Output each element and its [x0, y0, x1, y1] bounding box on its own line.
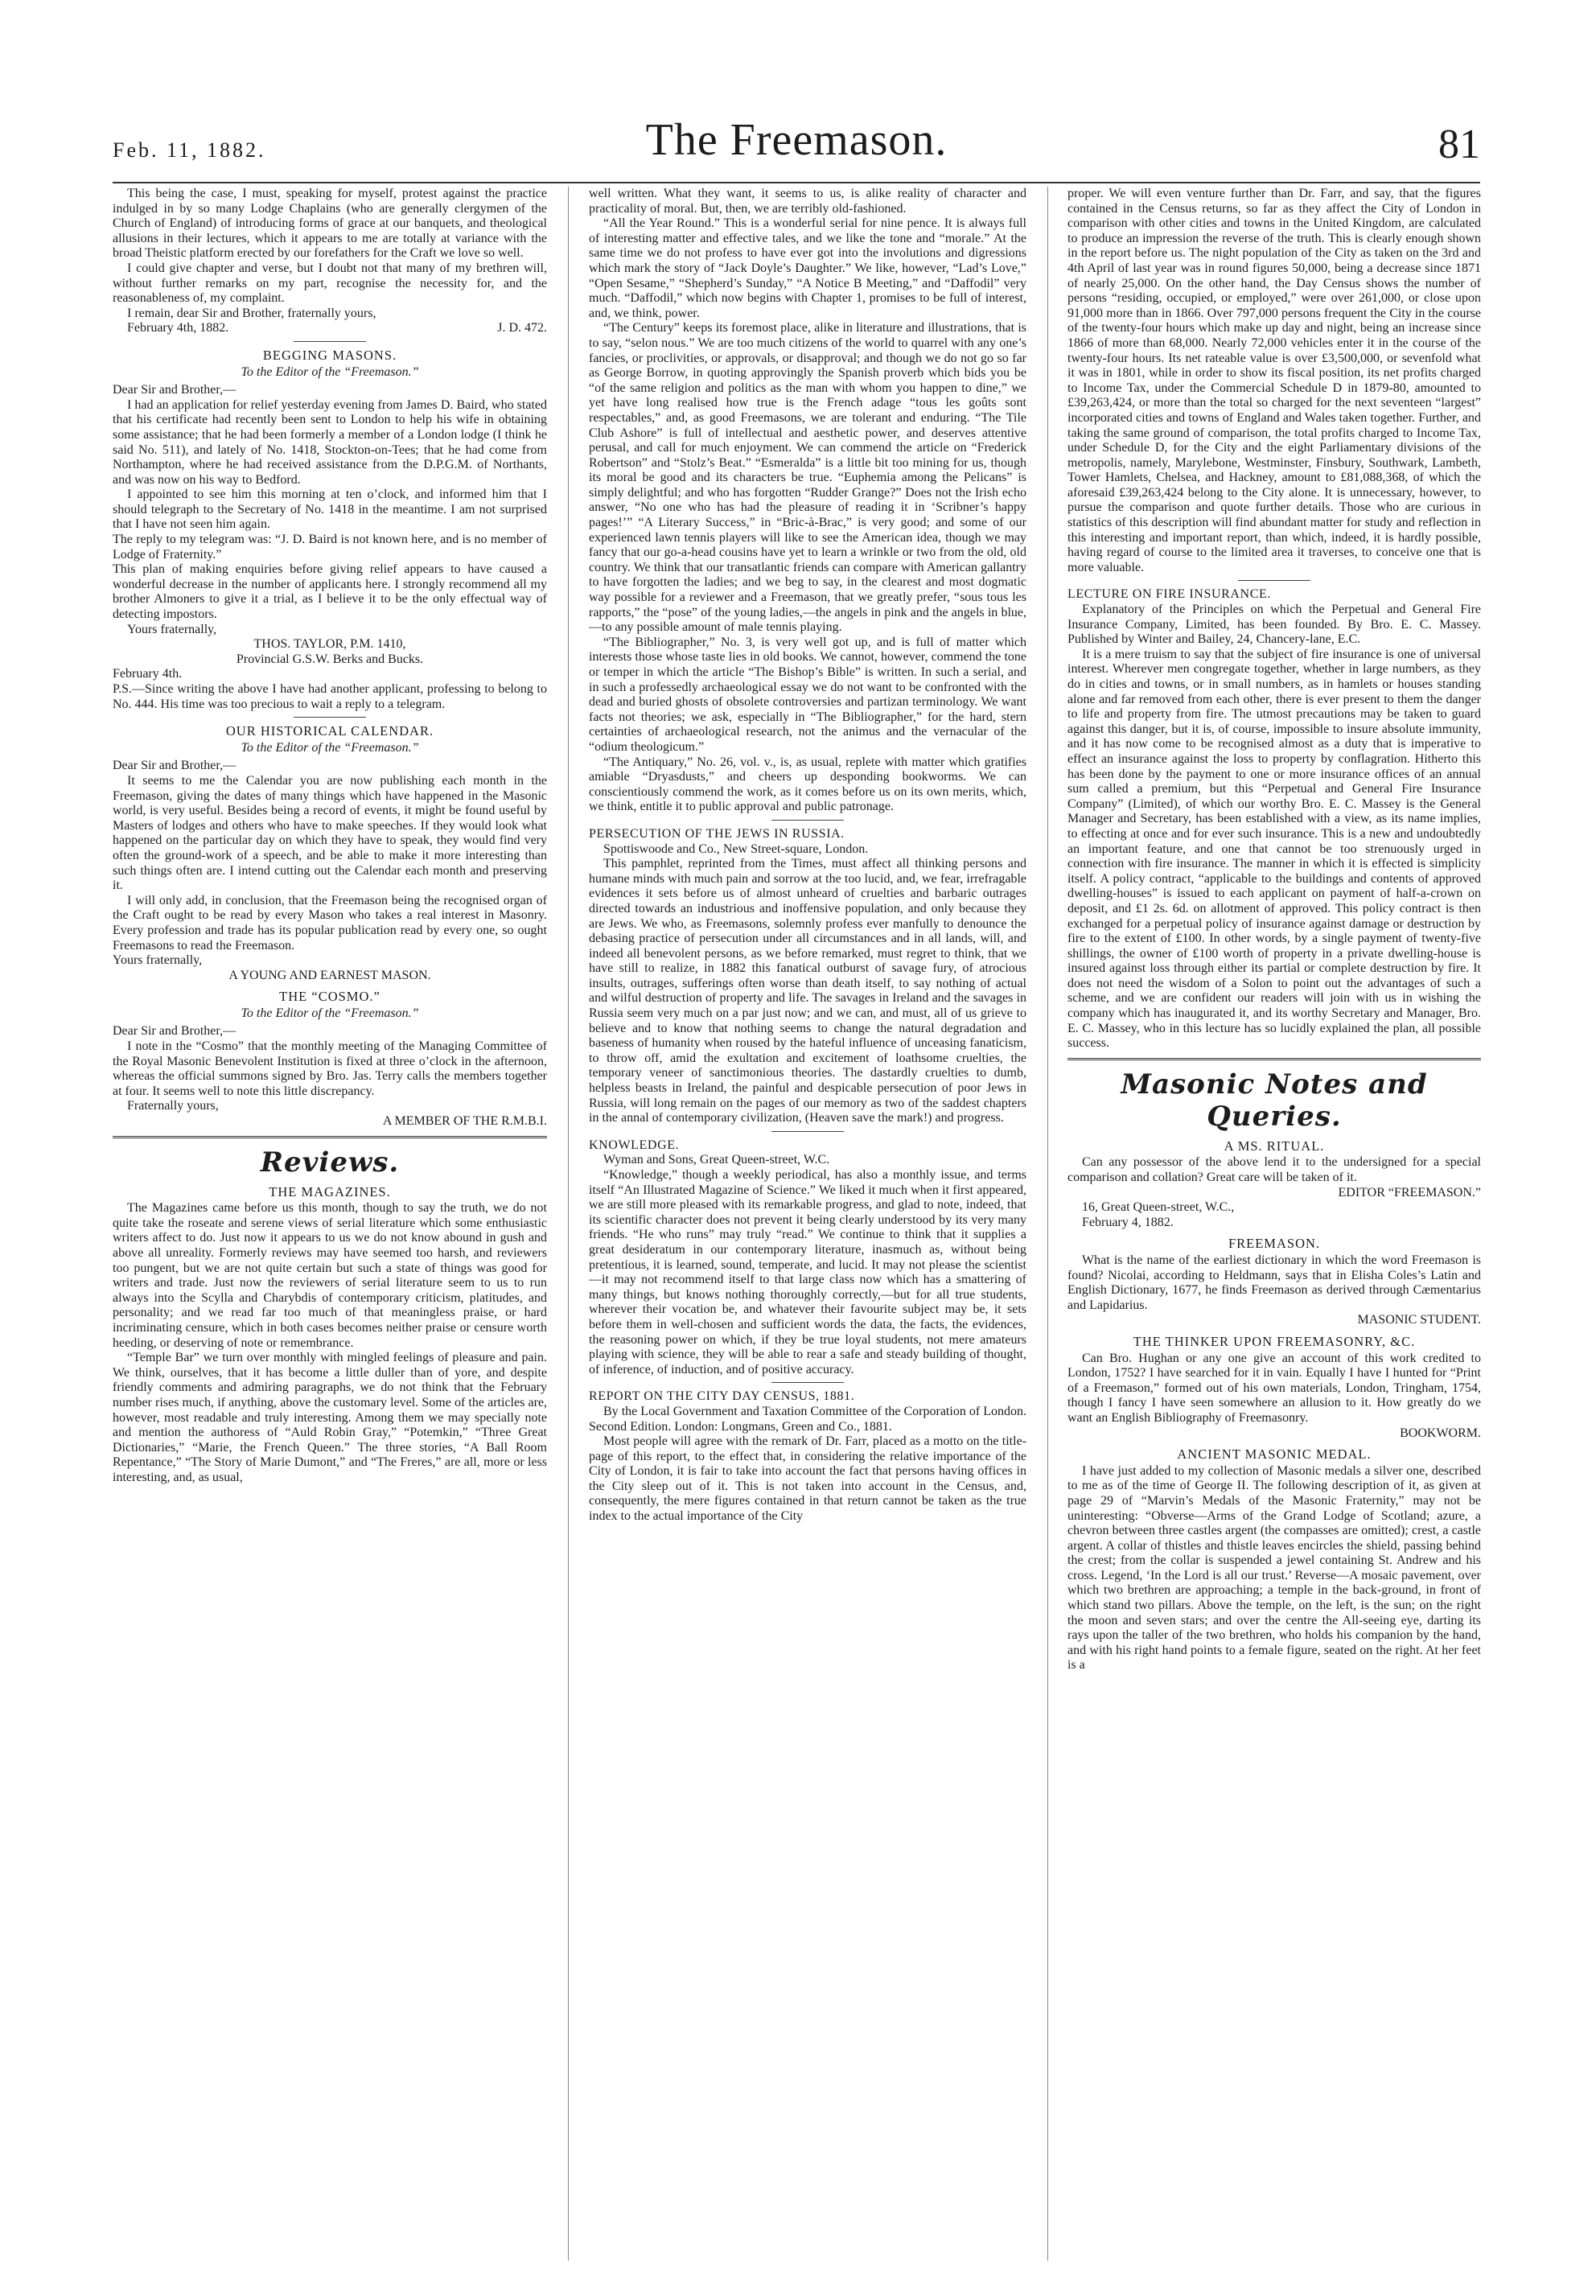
paragraph: I appointed to see him this morning at ten o’clock, and informed him that I should telegraph to the Secretary of No. 1418 in the meantime. I am not surprised that I have not seen him again.	[113, 488, 547, 532]
to-editor: To the Editor of the “Freemason.”	[241, 1006, 419, 1020]
section-heading: THE “COSMO.”	[279, 989, 380, 1005]
paragraph: Most people will agree with the remark of Dr. Farr, placed as a motto on the title-page of this report, to the effect that, in considering the relative importance of the City of London, it is fair to take into account the fact that persons having offices in the City sleep out of it. This is not taken into account in the Census, and, consequently, the mere figures contained in that return cannot be taken as the true index to the actual importance of the City	[589, 1434, 1026, 1524]
divider	[1238, 580, 1310, 581]
column-2	[589, 187, 1026, 2278]
paragraph: I had an application for relief yesterday evening from James D. Baird, who stated that his certificate had recently been sent to London to help his wife in obtaining some assistance; that he had been formerly a member of a London lodge (I think he said No. 511), and lately of No. 1418, Stockton-on-Tees; that he had come from Northampton, where he had received assistance from the D.P.G.M. of Northants, and was now on his way to Bedford.	[113, 397, 547, 487]
closing: Fraternally yours,	[127, 1099, 219, 1113]
paragraph: well written. What they want, it seems to us, is alike reality of character and practicality of moral. But, then, we are terribly old-fashioned.	[589, 187, 1026, 216]
paragraph: I have just added to my collection of Masonic medals a silver one, described to me as of the time of George II. The following description of it, as given at page 29 of “Marvin’s Medals of the Masonic Fraternity,” may not be uninteresting: “Obverse—Arms of the Grand Lodge of Scotland; azure, a chevron between three castles argent (the compasses are omitted); crest, a castle argent. A collar of thistles and thistle leaves encircles the shield, passing behind the crest; from the collar is suspended a jewel containing St. Andrew and his cross. Legend, ‘In the Lord is all our trust.’ Reverse—A mosaic pavement, over which two brethren are approaching; a temple in the back-ground, in front of which stand two pillars. Above the temple, on the left, is the sun; on the right the moon and seven stars; and over the centre the All-seeing eye, darting its rays upon the taller of the two brethren, who holds his companion by the hand, and with his right hand points to a female figure, seated on the right. At her feet is a	[1067, 1463, 1481, 1673]
section-heading: OUR HISTORICAL CALENDAR.	[225, 723, 434, 739]
signature: J. D. 472.	[497, 321, 547, 335]
publisher-line: Wyman and Sons, Great Queen-street, W.C.	[603, 1153, 830, 1167]
section-title-reviews: Reviews.	[260, 1146, 400, 1179]
section-heading: BEGGING MASONS.	[262, 347, 397, 363]
closing: Yours fraternally,	[127, 622, 217, 636]
signature: A YOUNG AND EARNEST MASON.	[228, 968, 431, 982]
divider	[294, 717, 366, 718]
paragraph: This being the case, I must, speaking for myself, protest against the practice indulged in by so many Lodge Chaplains (who are generally clergymen of the Church of England) of introducing forms of grace at our banquets, and theological allusions in their lectures, which it appears to me are totally at variance with the broad Theistic platform erected by our forefathers for the Craft we love so well.	[113, 187, 547, 261]
section-heading: A MS. RITUAL.	[1224, 1138, 1325, 1154]
paragraph: “All the Year Round.” This is a wonderful serial for nine pence. It is always full of interesting matter and effective tales, and we like the tone and “morale.” At the same time we do not profess to have ever got into the involutions and digressions which mark the story of “Jack Doyle’s Daughter.” We like, however, “Lad’s Love,” “Open Sesame,” “Shepherd’s Sunday,” “A Notice B Meeting,” and “Daffodil” very much. “Daffodil,” which now begins with Chapter 1, promises to be full of interest, and, we think, power.	[589, 216, 1026, 320]
publisher-line: Spottiswoode and Co., New Street-square, London.	[603, 841, 869, 856]
paragraph: “The Antiquary,” No. 26, vol. v., is, as usual, replete with matter which gratifies amiable “Dryasdusts,” and cheers up desponding bookworms. We can conscientiously commend the work, as it comes before us on its own merits, which, we think, entitle it to public approval and public patronage.	[589, 755, 1026, 814]
section-heading: LECTURE ON FIRE INSURANCE.	[1067, 587, 1271, 602]
paragraph: What is the name of the earliest dictionary in which the word Freemason is found? Nicolai, according to Heldmann, says that in Elisha Coles’s Latin and English Dictionary, 1677, he finds Freemason as derived through Cæmentarius and Lapidarius.	[1067, 1253, 1481, 1312]
column-3	[1067, 187, 1481, 2278]
section-title-notes-queries: Masonic Notes and Queries.	[1121, 1068, 1428, 1133]
divider	[771, 1131, 844, 1132]
signature: THOS. TAYLOR, P.M. 1410,	[253, 637, 406, 652]
divider	[294, 341, 366, 342]
signature: A MEMBER OF THE R.M.B.I.	[382, 1114, 547, 1129]
section-heading: THE THINKER UPON FREEMASONRY, &C.	[1133, 1333, 1416, 1349]
closing: Yours fraternally,	[113, 953, 203, 968]
paragraph: “Knowledge,” though a weekly periodical, has also a monthly issue, and terms itself “An Illustrated Magazine of Science.” We liked it much when it first appeared, we are still more pleased with its remarkable progress, and glad to note, indeed, that its scientific character does not prevent it being clearly understood by its very many friends. “He who runs” may truly “read.” We continue to think that it supplies a great desideratum in our contemporary literature, inasmuch as, without being pretentious, it is learned, sound, temperate, and lucid. It may not please the scientist—it may not recommend itself to that large class now which has a smattering of many things, but knows nothing thoroughly correctly,—but for all true students, wherever their vocation be, and whatever their favourite subject may be, it sets before them in well-chosen and sufficient words the data, the facts, the evidences, the reasoning power on which, if they be true loyal students, not mere amateurs playing with science, they will be able to rear a safe and steady building of thought, of inference, of induction, and of positive accuracy.	[589, 1168, 1026, 1376]
signature-title: Provincial G.S.W. Berks and Bucks.	[236, 652, 424, 666]
letter-date: February 4, 1882.	[1082, 1215, 1174, 1229]
masthead	[113, 114, 1480, 187]
paragraph: The Magazines came before us this month, though to say the truth, we do not quite take the roseate and serene views of serial literature which some enthusiastic writers affect to do. Just now it appears to us we do not know abound in gush and above all unreality. Formerly reviews may have seemed too harsh, and reviewers too pungent, but we are not quite certain but such a state of things was good for writers and trade. Just now the reviewers of serial literature seem to us to run always into the Scylla and Charybdis of contemporary criticism, platitudes, and personality; and we read far too much of that meaningless praise, or hard incriminating censure, which in both cases becomes neither praise or censure worth heeding, or deserving of note or remembrance.	[113, 1201, 547, 1350]
paragraph: It seems to me the Calendar you are now publishing each month in the Freemason, giving the dates of many things which have happened in the Masonic world, is very useful. Besides being a record of events, it might be found useful by Masters of lodges and others who have to make speeches. If they would look what happened on the particular day on which they have to speak, they would find very often the ground-work of a speech, and be able to make it more interesting than such things often are. I intend cutting out the Calendar each month and preserving it.	[113, 773, 547, 893]
paragraph: I note in the “Cosmo” that the monthly meeting of the Managing Committee of the Royal Masonic Benevolent Institution is fixed at three o’clock in the afternoon, whereas the official summons signed by Bro. Jas. Terry calls the members together at four. It seems well to note this little discrepancy.	[113, 1039, 547, 1098]
paragraph: This plan of making enquiries before giving relief appears to have caused a wonderful decrease in the number of applicants here. I strongly recommend all my brother Almoners to give it a trial, as I believe it to be the only effectual way of detecting impostors.	[113, 562, 547, 622]
column-divider	[1047, 187, 1048, 2261]
paragraph: The reply to my telegram was: “J. D. Baird is not known here, and is no member of Lodge of Fraternity.”	[113, 533, 547, 562]
postscript: P.S.—Since writing the above I have had another applicant, professing to belong to No. 444. His time was too precious to wait a reply to a telegram.	[113, 682, 547, 711]
paragraph: I will only add, in conclusion, that the Freemason being the recognised organ of the Craft ought to be read by every Mason who takes a real interest in Masonry. Every profession and trade has its popular publication read by every one, so ought Freemasons to read the Freemason.	[113, 893, 547, 953]
paragraph: It is a mere truism to say that the subject of fire insurance is one of universal interest. Wherever men congregate together, whether in large numbers, as they do in cities and towns, or in small numbers, as in hamlets or houses standing alone and far removed from each other, there is ever present to them the danger to life and property from fire. The utmost precautions may be taken to guard against this danger, but it is, of course, impossible to insure absolute immunity, and it has now come to be recognised almost as a duty that is imperative to effect an insurance against the loss to property by conflagration. Hitherto this has been done by the payment to one or more insurance offices of an annual sum called a premium, but this “Perpetual and General Fire Insurance Company” (Limited), of which our worthy Bro. E. C. Massey is the General Manager and Secretary, has been established with a view, as its name implies, to effecting at once and for ever such insurance. This is a new and undoubtedly an important feature, and one that cannot be too strenuously urged in connection with fire insurance. The manner in which it is effected is simplicity itself. A policy contract, “applicable to the buildings and contents of approved dwelling-houses” is issued to each applicant on payment of half-a-crown on deposit, and £1 2s. 6d. on allotment of approved. This policy contract is then exchanged for a perpetual policy of insurance against damage or destruction by fire to the extent of £100. In other words, by a single payment of twenty-five shillings, the owner of £100 worth of property in a private dwelling-house is insured against loss through either its partial or complete destruction by fire. It does not need the wisdom of a Solon to point out the advantages of such a scheme, and we are confident our readers will join with us in wishing the company which has inaugurated it, and its worthy Secretary and Manager, Bro. E. C. Massey, who in this lecture has so lucidly explained the plan, all possible success.	[1067, 647, 1481, 1051]
section-heading: PERSECUTION OF THE JEWS IN RUSSIA.	[589, 826, 845, 841]
divider	[1067, 1058, 1481, 1060]
signature-line	[113, 321, 547, 336]
salutation: Dear Sir and Brother,—	[113, 383, 237, 397]
address: 16, Great Queen-street, W.C.,	[1082, 1200, 1235, 1215]
divider	[113, 1136, 547, 1138]
letter-date: February 4th, 1882.	[127, 321, 229, 335]
signature: EDITOR “FREEMASON.”	[1338, 1185, 1481, 1199]
paragraph: proper. We will even venture further than Dr. Farr, and say, that the figures contained in the Census returns, so far as they affect the City of London in comparison with other cities and towns in the United Kingdom, are calculated to produce an impression the reverse of the truth. This is clearly enough shown in the report before us. The night population of the City as taken on the 3rd and 4th April of last year was in round figures 50,000, being a decrease since 1871 of nearly 25,000. On the other hand, the Day Census shows the number of persons “residing, occupied, or employed,” were over 261,000, or close upon 91,000 more than in 1866. Over 797,000 persons frequent the City in the course of the twenty-four hours which make up day and night, being an increase since 1866 of more than 68,000. Nearly 72,000 vehicles enter it in the course of the twenty-four hours. Its net rateable value is over £3,500,000, or sevenfold what it was in 1801, while in order to show its fiscal position, its net profits charged to Income Tax, under the Commercial Schedule D in 1879-80, amounted to £39,263,424, or more than the total so charged for the next seventeen “largest” incorporated cities and towns of England and Wales taken together. Further, and taking the same ground of comparison, the total profits charged to Income Tax, under Schedule D, for the City and the eight Parliamentary divisions of the metropolis, namely, Marylebone, Westminster, Finsbury, Southwark, Lambeth, Tower Hamlets, Chelsea, and Hackney, amount to £81,088,368, of which the aforesaid £39,263,424 belong to the City alone. It is unnecessary, however, to pursue the comparison and quote further details. Those who are curious in statistics of this description will find abundant matter for study and reflection in this interesting and important report, than which, indeed, it is hardly possible, having regard of course to the limited area it traverses, to conceive one that is more valuable.	[1067, 187, 1481, 574]
signature: MASONIC STUDENT.	[1357, 1313, 1481, 1327]
masthead-rule	[113, 182, 1480, 183]
newspaper-title: The Freemason.	[645, 115, 948, 165]
paragraph: This pamphlet, reprinted from the Times, must affect all thinking persons and humane minds with much pain and sorrow at the too lucid, and, we fear, irrefragable evidences it sets before us of almost unheard of cruelties and barbaric outrages directed towards an industrious and inoffensive population, and only because they are Jews. We who, as Freemasons, solemnly profess ever manfully to denounce the debasing practice of persecution under all circumstances and in all lands, will, and indeed all benevolent persons, as we before remarked, must regret to think, that we have still to realize, in 1882 this fanatical outburst of savage fury, of atrocious insults, outrages, sufferings often worse than death itself, to say nothing of actual and wilful destruction of property and life. The savages in Ireland and the savages in Russia seem very much on a par just now; and we can, and must, all of us grieve to believe and to know that nothing seems to change the natural degradation and baseness of humanity when roused by the hateful influence of unceasing fanaticism, to throw off, amid the exultation and excitement of loathsome cruelties, the temporary veneer of sanctimonious theories. The dastardly cruelties to dumb, helpless beasts in Ireland, the painful and despicable persecution of poor Jews in Russia, will long remain on the pages of our memory as two of the saddest chapters in the annal of contemporary civilization, (Heaven save the mark!) and progress.	[589, 857, 1026, 1125]
section-heading: ANCIENT MASONIC MEDAL.	[1177, 1446, 1372, 1463]
publisher-line: By the Local Government and Taxation Committee of the Corporation of London. Second Edition. London: Longmans, Green and Co., 1881.	[589, 1404, 1026, 1434]
section-heading: THE MAGAZINES.	[269, 1183, 391, 1199]
signature: BOOKWORM.	[1400, 1426, 1481, 1440]
salutation: Dear Sir and Brother,—	[113, 759, 237, 773]
to-editor: To the Editor of the “Freemason.”	[241, 364, 419, 379]
paragraph: Can Bro. Hughan or any one give an account of this work credited to London, 1752? I have searched for it in vain. Equally I have I hunted for “Print of a Freemason,” formed out of his own materials, London, Tringham, 1754, though I fancy I have seen somewhere an allusion to it. How greatly do we want an English Bibliography of Freemasonry.	[1067, 1351, 1481, 1425]
letter-date: February 4th.	[113, 667, 183, 681]
closing: I remain, dear Sir and Brother, fraternally yours,	[127, 306, 376, 320]
column-divider	[568, 187, 569, 2261]
divider	[771, 1382, 844, 1383]
paragraph: “Temple Bar” we turn over monthly with mingled feelings of pleasure and pain. We think, ourselves, that it has become a little duller than of yore, and despite friendly comments and admiring paragraphs, we do not think that the February number rises much, if anything, above the customary level. Some of the articles are, however, most readable and truly interesting. Among them we may specially note and mention the authoress of “Auld Robin Gray,” “Potemkin,” “Three Great Dictionaries,” “Marie, the French Queen.” The three stories, “A Ball Room Repentance,” “The Story of Marie Dumont,” and “The Freres,” are all, more or less interesting, and, as usual,	[113, 1351, 547, 1484]
issue-date: Feb. 11, 1882.	[113, 138, 266, 162]
section-heading: REPORT ON THE CITY DAY CENSUS, 1881.	[589, 1389, 855, 1404]
section-heading: FREEMASON.	[1228, 1236, 1321, 1252]
paragraph: Can any possessor of the above lend it to the undersigned for a special comparison and collation? Great care will be taken of it.	[1067, 1155, 1481, 1185]
column-1	[113, 187, 547, 2278]
page-number: 81	[1438, 121, 1480, 167]
section-heading: KNOWLEDGE.	[589, 1138, 680, 1152]
to-editor: To the Editor of the “Freemason.”	[241, 740, 419, 755]
publisher-line: Explanatory of the Principles on which the Perpetual and General Fire Insurance Company, Limited, has been founded. By Bro. E. C. Massey. Published by Winter and Bailey, 24, Chancery-lane, E.C.	[1067, 603, 1481, 647]
paragraph: I could give chapter and verse, but I doubt not that many of my brethren will, without further remarks on my part, recognise the necessity for, and the reasonableness of, my complaint.	[113, 261, 547, 306]
paragraph: “The Bibliographer,” No. 3, is very well got up, and is full of matter which interests those whose taste lies in old books. We cannot, however, commend the tone or temper in which the article “The Bishop’s Bible” is written. In such a serial, and in such a professedly archaeological essay we do not want to be confronted with the dead and buried ghosts of obsolete controversies and partizan terminology. We want facts not theories; we ask, especially in “The Bibliographer,” for the hard, stern certainties of archaeological research, not the animus and the vernacular of the “odium theologicum.”	[589, 635, 1026, 754]
salutation: Dear Sir and Brother,—	[113, 1024, 237, 1039]
paragraph: “The Century” keeps its foremost place, alike in literature and illustrations, that is to say, “selon nous.” We are too much citizens of the world to quarrel with any one’s fancies, or proclivities, or approvals, or disapproval; and though we do not go so far as George Borrow, in quoting approvingly the Spanish proverb which bids you be “of the same religion and politics as the man with whom you happen to dine,” we yet have long realised how true is the French adage “tous les goûts sont respectables,” and, as good Freemasons, we are tolerant and enduring. “The Tile Club Ashore” is full of intellectual and aesthetic power, and deserves attentive perusal, and call for much enjoyment. We can commend the article on “Frederick Robertson” and “Stolz’s Beat.” “Esmeralda” is a little bit too mining for us, though its moral be good and its characters be true. “Euphemia among the Pelicans” is simply delightful; and who has forgotten “Rudder Grange?” Does not the Irish echo answer, “No one who has had the pleasure of reading it in ‘Scribner’s happy pages!’” “A Literary Success,” in “Bric-à-Brac,” is very good; and some of our experienced lawn tennis players will like to see the American idea, though we may fancy that our go-a-head cousins have yet to learn a wrinkle or two from the old, old country. We think that our transatlantic friends can compare with American gallantry to have forgotten the ladies; and we beg to say, in the clearest and most dogmatic way possible for a reviewer and a Freemason, that we greatly prefer, “sous tous les rapports,” the “pose” of the young ladies,—the angels in pink and the angels in blue,—to any possible amount of male tennis playing.	[589, 321, 1026, 635]
divider	[771, 820, 844, 821]
